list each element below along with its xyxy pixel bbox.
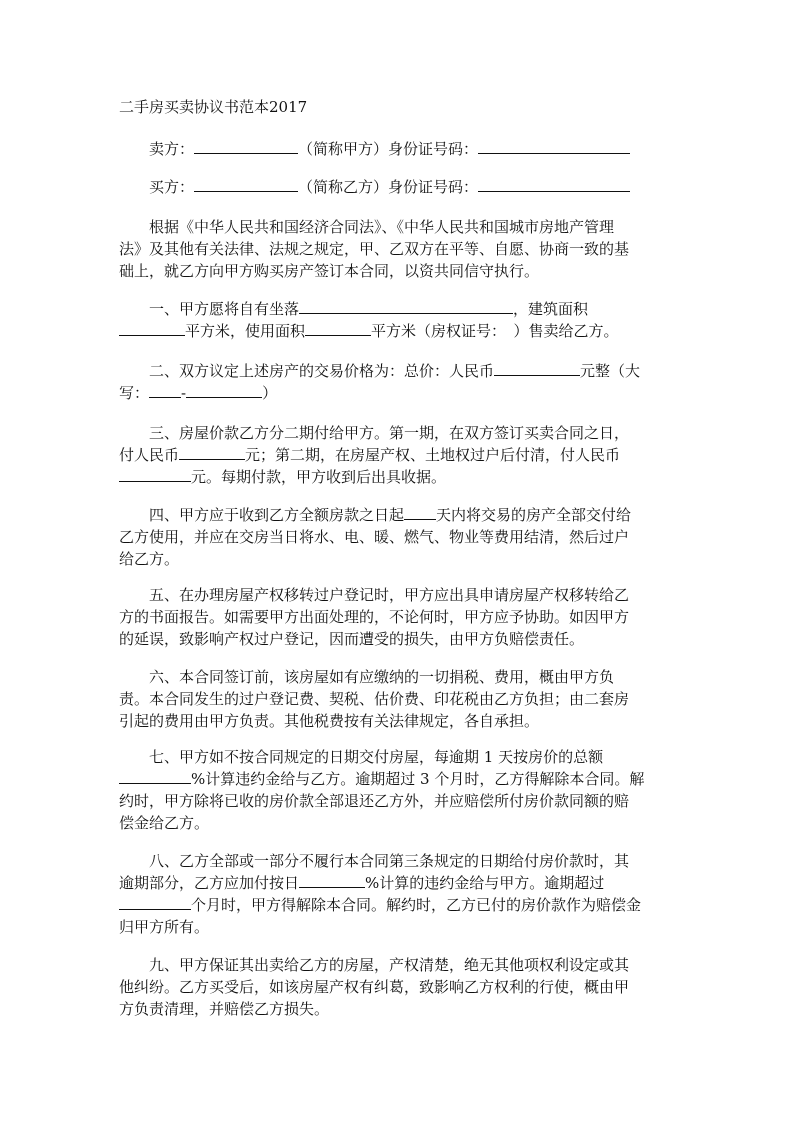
text-line: 三、房屋价款乙方分二期付给甲方。第一期，在双方签订买卖合同之日，	[149, 424, 630, 442]
penalty-rate-blank	[119, 768, 191, 784]
text-line: 他纠纷。乙方买受后，如该房屋产权有纠葛，致影响乙方权利的行使，概由甲	[119, 978, 630, 996]
price-words-blank-1	[149, 382, 181, 398]
text-line: 一、甲方愿将自有坐落 ，建筑面积	[149, 300, 589, 318]
price-blank	[494, 360, 580, 376]
days-blank	[404, 504, 436, 520]
clause-1	[119, 298, 675, 342]
clause-5	[119, 584, 675, 650]
text-line: 五、在办理房屋产权移转过户登记时，甲方应出具申请房屋产权移转给乙	[149, 586, 630, 604]
document-title: 二手房买卖协议书范本2017	[119, 98, 308, 116]
buyer-id-blank	[478, 176, 630, 192]
text-line: 二、双方议定上述房产的交易价格为：总价：人民币 元整（大	[149, 362, 641, 380]
text-line: 九、甲方保证其出卖给乙方的房屋，产权清楚，绝无其他项权利设定或其	[149, 956, 630, 974]
seller-name-blank	[194, 138, 298, 154]
text-line: 法》及其他有关法律、法规之规定，甲、乙双方在平等、自愿、协商一致的基	[119, 240, 630, 258]
text-line: 六、本合同签订前，该房屋如有应缴纳的一切捐税、费用，概由甲方负	[149, 668, 615, 686]
text-line: 根据《中华人民共和国经济合同法》、《中华人民共和国城市房地产管理	[149, 218, 615, 236]
second-payment-blank	[119, 466, 191, 482]
text-line: 给乙方。	[119, 550, 180, 568]
buyer-name-blank	[194, 176, 298, 192]
text-line: 逾期部分，乙方应加付按日 %计算的违约金给与甲方。逾期超过	[119, 874, 605, 892]
usable-area-blank	[305, 320, 371, 336]
intro-paragraph	[119, 216, 675, 282]
text-line: 偿金给乙方。	[119, 814, 210, 832]
price-words-blank-2	[186, 382, 262, 398]
buyer-label: 买方：	[149, 178, 195, 196]
text-line: 责。本合同发生的过户登记费、契税、估价费、印花税由乙方负担；由二套房	[119, 690, 630, 708]
seller-id-blank	[478, 138, 630, 154]
months-blank	[119, 894, 191, 910]
text-line: 八、乙方全部或一部分不履行本合同第三条规定的日期给付房价款时，其	[149, 852, 630, 870]
clause-8	[119, 850, 675, 938]
clause-3	[119, 422, 675, 488]
text-line: 方的书面报告。如需要甲方出面处理的，不论何时，甲方应予协助。如因甲方	[119, 608, 630, 626]
daily-rate-blank	[299, 872, 365, 888]
text-line: 的延误，致影响产权过户登记，因而遭受的损失，由甲方负赔偿责任。	[119, 630, 585, 648]
text-line: 个月时，甲方得解除本合同。解约时，乙方已付的房价款作为赔偿金	[119, 894, 675, 916]
building-area-blank	[119, 320, 185, 336]
text-line: 元。每期付款，甲方收到后出具收据。	[119, 466, 675, 488]
clause-2	[119, 360, 675, 404]
text-line: %计算违约金给与乙方。逾期超过 3 个月时，乙方得解除本合同。解	[119, 768, 675, 790]
text-line: 七、甲方如不按合同规定的日期交付房屋，每逾期 1 天按房价的总额	[149, 748, 604, 766]
first-payment-blank	[179, 444, 245, 460]
text-line: 付人民币 元；第二期，在房屋产权、土地权过户后付清，付人民币	[119, 446, 621, 464]
text-line: 础上，就乙方向甲方购买房产签订本合同，以资共同信守执行。	[119, 262, 540, 280]
clause-9	[119, 954, 675, 1020]
text-line: 四、甲方应于收到乙方全额房款之日起 天内将交易的房产全部交付给	[149, 506, 632, 524]
text-line: 方负责清理，并赔偿乙方损失。	[119, 1000, 330, 1018]
text-line: 约时，甲方除将已收的房价款全部退还乙方外，并应赔偿所付房价款同额的赔	[119, 792, 630, 810]
text-line: 平方米，使用面积 平方米（房权证号： ）售卖给乙方。	[119, 320, 675, 342]
text-line: 写： - ）	[119, 384, 278, 402]
seller-label: 卖方：	[149, 140, 195, 158]
text-line: 归甲方所有。	[119, 918, 210, 936]
location-blank	[299, 298, 513, 314]
clause-4	[119, 504, 675, 570]
text-line: 引起的费用由甲方负责。其他税费按有关法律规定，各自承担。	[119, 712, 540, 730]
clause-6	[119, 666, 675, 732]
text-line: 乙方使用，并应在交房当日将水、电、暖、燃气、物业等费用结清，然后过户	[119, 528, 630, 546]
seller-line	[119, 138, 705, 160]
buyer-line	[119, 176, 705, 198]
clause-7	[119, 746, 675, 834]
seller-id-label: （简称甲方）身份证号码：	[298, 140, 479, 158]
buyer-id-label: （简称乙方）身份证号码：	[298, 178, 479, 196]
